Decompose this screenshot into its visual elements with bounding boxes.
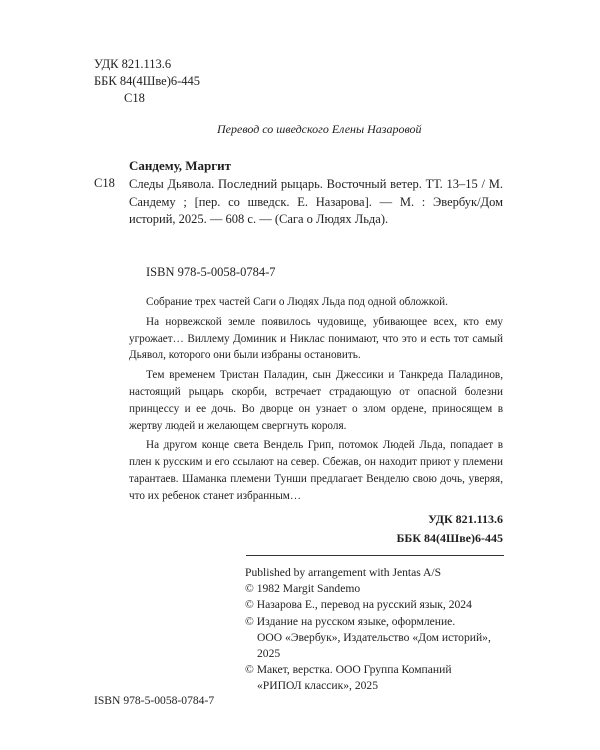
isbn-main: ISBN 978-5-0058-0784-7 <box>146 265 276 279</box>
isbn-bottom: ISBN 978-5-0058-0784-7 <box>94 694 215 707</box>
bibliographic-record: Следы Дьявола. Последний рыцарь. Восточный ветер. ТТ. 13–15 / М. Сандему ; [пер. со шведск. Е. Назарова]. — М. : Эвербук/Дом историй, 2025. — 608 с. — (Сага о Людях Льда). <box>129 177 503 226</box>
annotation <box>129 294 503 508</box>
annotation-paragraph: На другом конце света Вендель Грип, потомок Людей Льда, попадает в плен к русским и его ссылают на север. Сбежав, он находит приют у племени тарантаев. Шаманка племени Тунши предлагает Венделю свою дочь, уверяя, что их ребенок станет избранным… <box>129 439 503 502</box>
divider-line <box>246 555 504 556</box>
copyright-line: © Макет, верстка. ООО Группа Компаний <box>245 663 452 677</box>
translator-credit: Перевод со шведского Елены Назаровой <box>217 122 422 136</box>
copyright-line: ООО «Эвербук», Издательство «Дом историй», <box>257 630 491 644</box>
catalog-number: С18 <box>94 176 115 190</box>
annotation-paragraph: На норвежской земле появилось чудовище, убивающее всех, кто ему угрожает… Виллему Доминик и Никлас понимают, что это и есть тот самый Дьявол, которого они были избраны остановить. <box>129 315 503 362</box>
copyright-line: «РИПОЛ классик», 2025 <box>257 679 379 693</box>
copyright-line: © Назарова Е., перевод на русский язык, 2024 <box>245 598 472 612</box>
copyright-block <box>245 565 507 695</box>
copyright-line: © 1982 Margit Sandemo <box>245 582 361 596</box>
author-mark: С18 <box>124 91 145 105</box>
udk-code-bottom: УДК 821.113.6 <box>428 512 503 526</box>
codes-top <box>94 56 200 107</box>
author-heading: Сандему, Маргит <box>129 158 232 173</box>
published-line: Published by arrangement with Jentas A/S <box>245 566 442 579</box>
annotation-paragraph: Тем временем Тристан Паладин, сын Джессики и Танкреда Паладинов, настоящий рыцарь скорби, встречает страдающую от опасной болезни принцессу и ее дочь. Во дворце он узнает о злом ордене, приносящем в жертву людей и желающем свергнуть короля. <box>129 369 503 432</box>
copyright-line: 2025 <box>257 647 281 661</box>
bbk-code-bottom: ББК 84(4Шве)6-445 <box>396 531 503 545</box>
copyright-line: © Издание на русском языке, оформление. <box>245 614 456 628</box>
codes-bottom <box>396 510 503 548</box>
annotation-paragraph: Собрание трех частей Саги о Людях Льда под одной обложкой. <box>146 296 448 308</box>
udk-code: УДК 821.113.6 <box>94 57 172 71</box>
bbk-code: ББК 84(4Шве)6-445 <box>94 74 201 88</box>
